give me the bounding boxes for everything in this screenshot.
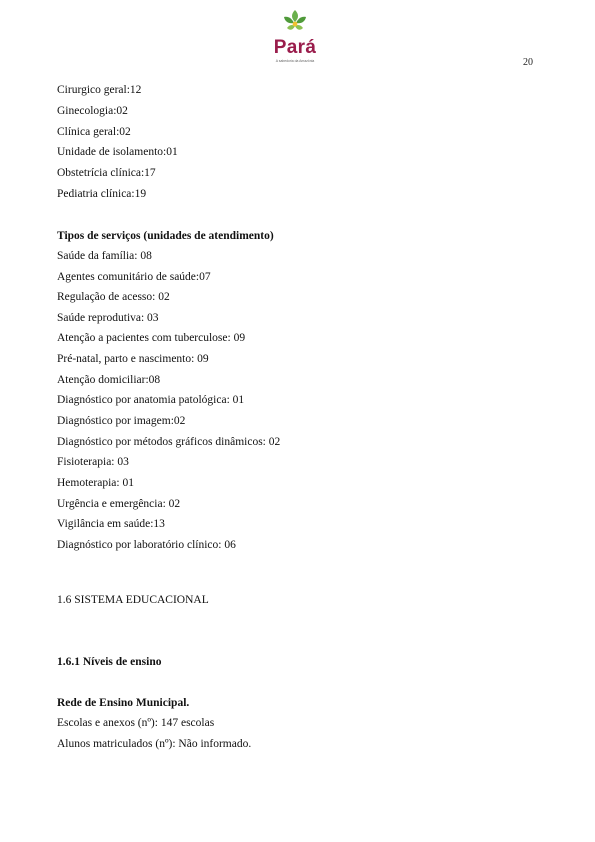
list-item: Atenção a pacientes com tuberculose: 09 <box>57 332 246 344</box>
list-item: Diagnóstico por imagem:02 <box>57 415 186 427</box>
list-item: Saúde reprodutiva: 03 <box>57 312 159 324</box>
students-count: Alunos matriculados (nº): Não informado. <box>57 738 252 750</box>
services-heading: Tipos de serviços (unidades de atendimento) <box>57 230 274 242</box>
list-item: Vigilância em saúde:13 <box>57 518 165 530</box>
list-item: Atenção domiciliar:08 <box>57 374 161 386</box>
list-item: Cirurgico geral:12 <box>57 84 142 96</box>
list-item: Ginecologia:02 <box>57 105 128 117</box>
logo-wordmark: Pará <box>273 37 317 58</box>
list-item: Pediatria clínica:19 <box>57 188 147 200</box>
list-item: Saúde da família: 08 <box>57 250 152 262</box>
list-item: Fisioterapia: 03 <box>57 456 129 468</box>
list-item: Obstetrícia clínica:17 <box>57 167 156 179</box>
list-item: Unidade de isolamento:01 <box>57 146 178 158</box>
list-item: Clínica geral:02 <box>57 126 131 138</box>
list-item: Hemoterapia: 01 <box>57 477 134 489</box>
page-number: 20 <box>523 57 533 68</box>
list-item: Diagnóstico por métodos gráficos dinâmicos: 02 <box>57 436 281 448</box>
network-title: Rede de Ensino Municipal. <box>57 697 190 709</box>
subsection-title: 1.6.1 Níveis de ensino <box>57 656 162 668</box>
leaf-emblem-icon <box>279 8 311 38</box>
logo-tagline: A sabedoria da Amazônia <box>275 59 315 63</box>
list-item: Diagnóstico por laboratório clínico: 06 <box>57 539 236 551</box>
section-title: 1.6 SISTEMA EDUCACIONAL <box>57 594 209 606</box>
list-item: Urgência e emergência: 02 <box>57 498 181 510</box>
list-item: Pré-natal, parto e nascimento: 09 <box>57 353 209 365</box>
list-item: Agentes comunitário de saúde:07 <box>57 271 211 283</box>
schools-count: Escolas e anexos (nº): 147 escolas <box>57 717 215 729</box>
list-item: Regulação de acesso: 02 <box>57 291 170 303</box>
list-item: Diagnóstico por anatomia patológica: 01 <box>57 394 245 406</box>
para-logo <box>262 8 328 64</box>
